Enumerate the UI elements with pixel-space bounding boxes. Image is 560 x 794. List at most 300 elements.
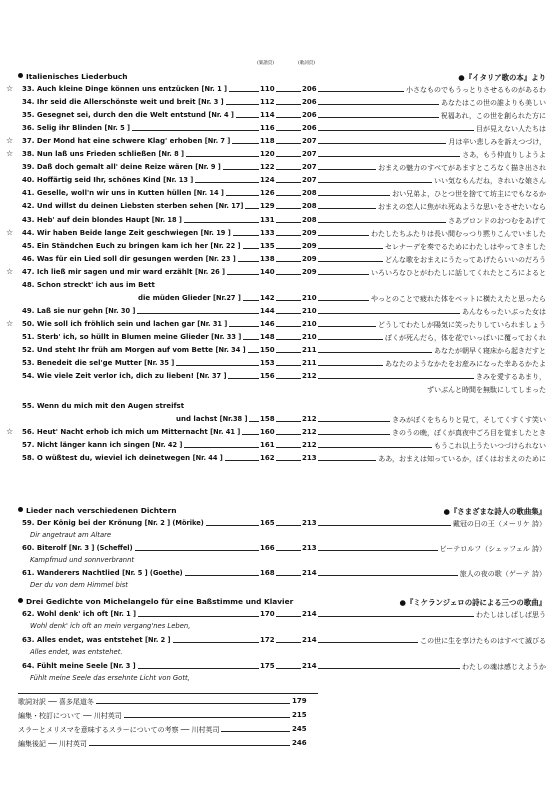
score-page-number: 129	[260, 202, 275, 211]
leader-line	[245, 208, 259, 209]
leader-line	[275, 313, 301, 314]
song-number-ref: [Nr. 4 ]	[208, 111, 234, 120]
leader-line	[236, 117, 259, 118]
song-title-text: 57. Nicht länger kann ich singen	[22, 441, 153, 450]
song-title	[22, 111, 236, 119]
japanese-title: ぼくが死んだら，体を花でいっぱいに覆っておくれ	[385, 333, 546, 342]
song-title-text: 60. Biterolf	[22, 544, 69, 552]
song-number-ref: [Nr. 17]	[215, 202, 244, 211]
song-title-text: 64. Fühlt meine Seele	[22, 662, 111, 670]
leader-line	[226, 195, 259, 196]
lyrics-page-number: 210	[302, 319, 317, 328]
leader-line	[275, 447, 301, 448]
section-title-ja: ●『イタリア歌の本』より	[458, 73, 546, 82]
song-title	[22, 333, 243, 341]
lyrics-page-number: 212	[302, 415, 317, 424]
leader-line	[275, 235, 301, 236]
leader-line	[275, 248, 301, 249]
song-title	[22, 202, 245, 210]
leader-line	[228, 378, 259, 379]
appendix-label: 編集後記 ── 川村英司	[18, 740, 87, 748]
song-number-ref: [Nr. 44 ]	[192, 454, 223, 463]
leader-line	[233, 235, 259, 236]
lyrics-page-number: 208	[302, 189, 317, 198]
leader-line	[275, 339, 301, 340]
score-page-number: 126	[260, 189, 275, 198]
section-michelangelo	[18, 597, 546, 609]
leader-line	[275, 274, 301, 275]
japanese-title: もうこれ以上うたいつづけられない	[434, 442, 546, 451]
japanese-title: どんな歌をおまえにうたってあげたらいいのだろう	[385, 255, 546, 264]
divider	[18, 693, 318, 694]
leader-line	[275, 421, 301, 422]
lyrics-page-number: 206	[302, 111, 317, 120]
score-page-number: 118	[260, 137, 275, 146]
leader-line	[275, 143, 301, 144]
score-page-number: 114	[260, 111, 275, 120]
song-title-text: 63. Alles endet, was entstehet	[22, 636, 145, 644]
leader-line	[184, 222, 259, 223]
song-title	[176, 415, 249, 423]
lyrics-page-number: 211	[302, 346, 317, 354]
song-title-text: 34. Ihr seid die Allerschönste weit und breit	[22, 98, 199, 107]
score-page-number: 138	[260, 254, 275, 263]
leader-line	[275, 365, 301, 366]
japanese-title: あなたが朝早く寝床から起きだすと	[434, 347, 546, 355]
lyrics-page-number: 211	[302, 359, 317, 368]
lyrics-page-number: 209	[302, 267, 317, 276]
japanese-title: 小さなものでもうっとりさせるものがあるわ	[406, 86, 546, 94]
song-title-text: 54. Wie viele Zeit verlor ich, dich zu lieben!	[22, 372, 197, 381]
toc-entry	[0, 372, 560, 385]
song-title-first-line: 48. Schon streckt' ich aus im Bett	[22, 280, 155, 289]
leader-line	[135, 550, 259, 551]
song-number-ref: [Nr. 2 ]	[144, 636, 171, 644]
section-title-ja: ●『さまざまな詩人の歌曲集』	[443, 507, 546, 516]
song-number-ref: [Nr. 8 ]	[158, 150, 184, 159]
lyrics-page-number: 208	[302, 215, 317, 224]
score-page-number: 120	[260, 150, 275, 159]
section-title: Drei Gedichte von Michelangelo für eine Baßstimme und Klavier	[26, 597, 294, 606]
leader-line	[275, 326, 301, 327]
leader-line	[275, 352, 301, 353]
song-number-ref: [Nr. 14 ]	[193, 189, 224, 198]
toc-entry	[0, 294, 560, 307]
poet-name: (Scheffel)	[94, 544, 133, 552]
japanese-title: ああ，おまえは知っているか，ぼくはおまえのために	[378, 455, 546, 464]
leader-line	[238, 261, 259, 262]
song-title	[22, 454, 225, 462]
song-title-text: 45. Ein Ständchen Euch zu bringen kam ich her	[22, 241, 211, 250]
song-number-ref: [Nr. 3 ]	[110, 662, 136, 670]
toc-entry	[0, 202, 560, 215]
song-number-ref: [Nr. 31 ]	[197, 319, 228, 328]
song-number-ref: [Nr.27 ]	[213, 293, 241, 302]
song-title	[22, 320, 229, 328]
song-title	[22, 544, 135, 552]
song-title-text: 61. Wanderers Nachtlied	[22, 569, 123, 577]
song-title	[22, 137, 232, 145]
star-icon: ☆	[6, 427, 14, 437]
score-page-number: 110	[260, 85, 275, 93]
leader-line	[249, 421, 259, 422]
score-page-number: 161	[260, 441, 275, 450]
song-title	[22, 176, 195, 184]
song-title	[22, 242, 243, 250]
leader-line	[275, 378, 301, 379]
japanese-title: 旅人の夜の歌（ゲーテ 詩）	[459, 570, 546, 578]
score-page-number: 131	[260, 215, 275, 224]
score-page-number: 112	[260, 98, 275, 107]
song-number-ref: [Nr. 5 ]	[122, 569, 148, 577]
lyrics-page-number: 207	[302, 150, 317, 159]
song-number-ref: [Nr. 3 ]	[198, 98, 224, 107]
leader-line	[186, 156, 259, 157]
song-title-text: 38. Nun laß uns Frieden schließen	[22, 150, 159, 159]
score-page-number: 142	[260, 293, 275, 302]
song-number-ref: [Nr. 41 ]	[210, 428, 241, 437]
column-header-score-page: (楽譜頁)	[257, 61, 275, 66]
score-page-number: 160	[260, 428, 275, 437]
lyrics-page-number: 206	[302, 85, 317, 93]
song-title-text: 33. Auch kleine Dinge können uns entzücken	[22, 85, 202, 93]
score-page-number: 148	[260, 332, 275, 341]
leader-line	[173, 642, 259, 643]
song-number-ref: [Nr. 34 ]	[215, 346, 246, 354]
score-page-number: 166	[260, 544, 275, 552]
leader-line	[195, 182, 259, 183]
song-title	[22, 346, 248, 354]
star-icon: ☆	[6, 266, 14, 276]
leader-line	[223, 169, 259, 170]
score-page-number: 168	[260, 569, 275, 577]
poet-name: (Goethe)	[147, 569, 183, 577]
song-number-ref: [Nr. 3 ]	[68, 544, 95, 552]
song-incipit: Fühlt meine Seele das ersehnte Licht von Gott,	[30, 674, 190, 682]
toc-entry	[0, 176, 560, 189]
song-title-text: 37. Der Mond hat eine schwere Klag' erhoben	[22, 137, 205, 146]
appendix-entry	[18, 711, 318, 724]
song-title-text: 51. Sterb' ich, so hüllt in Blumen meine Glieder	[22, 332, 212, 341]
japanese-title: いい気なもんだね，きれいな娘さん	[434, 177, 546, 186]
appendix-entry	[18, 739, 318, 752]
leader-line	[275, 261, 301, 262]
score-page-number: 124	[260, 176, 275, 185]
song-number-ref: [Nr. 37 ]	[196, 372, 227, 381]
score-page-number: 170	[260, 610, 275, 618]
japanese-title: わたしの魂は感じえようか	[462, 663, 546, 671]
japanese-title: おまえの魅力のすべてがあますところなく描き出され	[378, 164, 546, 173]
song-title-text: 58. O wüßtest du, wieviel ich deinetwegen	[22, 454, 193, 463]
song-title	[22, 428, 242, 436]
lyrics-page-number: 213	[302, 454, 317, 463]
song-title	[22, 372, 228, 380]
lyrics-page-number: 214	[302, 610, 317, 618]
song-title	[22, 85, 229, 93]
toc-entry	[0, 346, 560, 359]
section-title-ja: ●『ミケランジェロの詩による三つの歌曲』	[399, 598, 546, 607]
toc-entry	[0, 229, 560, 242]
lyrics-page-number: 206	[302, 124, 317, 133]
japanese-title: きのうの晩，ぼくが真夜中ごろ目を覚ましたとき	[392, 429, 546, 438]
song-title-text: und lachst	[176, 415, 220, 424]
score-page-number: 153	[260, 359, 275, 368]
song-number-ref: [Nr. 1 ]	[110, 610, 137, 618]
leader-line	[275, 117, 301, 118]
song-incipit: Wohl denk' ich oft an mein vergang'nes Leben,	[30, 622, 191, 630]
leader-line	[275, 182, 301, 183]
bullet-icon	[18, 507, 23, 512]
lyrics-page-number: 213	[302, 544, 317, 552]
song-title-text: 39. Daß doch gemalt all' deine Reize wären	[22, 163, 196, 172]
song-title	[22, 216, 184, 224]
star-icon: ☆	[6, 318, 14, 328]
poet-name: (Mörike)	[170, 519, 204, 527]
japanese-title: あなたのようなかたをお産みになった幸あるかたよ	[385, 360, 546, 369]
lyrics-page-number: 206	[302, 98, 317, 107]
score-page-number: 140	[260, 267, 275, 276]
japanese-title: 月は辛い悲しみを訴えつづけ，	[448, 138, 546, 147]
song-title-first-line: 55. Wenn du mich mit den Augen streifst	[22, 402, 185, 411]
toc-entry	[0, 268, 560, 281]
appendix-label: スラーとメリスマを意味するスラーについての考察 ── 川村英司	[18, 726, 220, 734]
japanese-title: わたしたちふたりは長い間むっつり黙りこんでいました	[371, 229, 546, 238]
leader-line	[275, 195, 301, 196]
song-number-ref: [Nr. 7 ]	[204, 137, 231, 146]
toc-entry	[0, 150, 560, 163]
lyrics-page-number: 212	[302, 372, 317, 381]
score-page-number: 158	[260, 415, 275, 424]
lyrics-page-number: 212	[302, 428, 317, 437]
leader-line	[138, 668, 259, 669]
japanese-title: きみを愛するあまり，	[476, 373, 546, 382]
song-title	[22, 662, 138, 670]
leader-line	[275, 208, 301, 209]
japanese-title: おい兄弟よ，ひとつ世を捨てて坊主にでもなるか	[392, 190, 546, 199]
score-page-number: 150	[260, 346, 275, 354]
lyrics-page-number: 212	[302, 441, 317, 450]
song-title-text: 35. Gesegnet sei, durch den die Welt entstund	[22, 111, 209, 120]
toc-entry	[0, 111, 560, 124]
leader-line	[275, 156, 301, 157]
section-title: Lieder nach verschiedenen Dichtern	[26, 506, 177, 515]
leader-line	[275, 525, 301, 526]
toc-entry	[0, 189, 560, 202]
song-title-text: 43. Heb' auf dein blondes Haupt	[22, 215, 152, 224]
japanese-title: 目が見えない人たちは	[476, 125, 546, 134]
leader-line	[248, 352, 259, 353]
lyrics-page-number: 214	[302, 636, 317, 644]
leader-line	[243, 248, 259, 249]
song-number-ref: [Nr. 13 ]	[163, 176, 194, 185]
song-incipit: Kampfmud und sonnverbrannt	[30, 556, 135, 564]
song-title-text: 44. Wir haben Beide lange Zeit geschwiegen	[22, 228, 201, 237]
song-title-text: die müden Glieder	[138, 293, 213, 302]
lyrics-page-number: 207	[302, 176, 317, 185]
toc-entry	[0, 333, 560, 346]
leader-line	[243, 339, 259, 340]
song-number-ref: [Nr. 35 ]	[144, 359, 175, 368]
leader-line	[275, 91, 301, 92]
song-title-text: 56. Heut' Nacht erhob ich mich um Mitternacht	[22, 428, 211, 437]
song-incipit: Der du von dem Himmel bist	[30, 581, 128, 589]
song-number-ref: [Nr. 18 ]	[151, 215, 182, 224]
song-incipit: Dir angetraut am Altare	[30, 531, 112, 539]
song-title-text: 62. Wohl denk' ich oft	[22, 610, 111, 618]
appendix-label: 編集・校訂について ── 川村英司	[18, 712, 122, 720]
japanese-title: この世に生を享けたものはすべて滅びる	[420, 637, 546, 645]
toc-entry	[0, 98, 560, 111]
toc-entry	[0, 320, 560, 333]
song-number-ref: [Nr. 22 ]	[210, 241, 241, 250]
japanese-title: 祝福あれ，この世を創られた方に	[440, 112, 546, 121]
lyrics-page-number: 209	[302, 254, 317, 263]
score-page-number: 122	[260, 163, 275, 172]
leader-line	[206, 525, 259, 526]
lyrics-page-number: 209	[302, 228, 317, 237]
leader-line	[232, 143, 259, 144]
toc-entry	[0, 85, 560, 98]
score-page-number: 116	[260, 124, 275, 133]
lyrics-page-number: 210	[302, 293, 317, 302]
leader-line	[275, 169, 301, 170]
japanese-title: おまえの恋人に焦がれ死ぬような思いをさせたいなら	[378, 203, 546, 212]
leader-line	[176, 365, 259, 366]
column-header-lyrics-page: (歌詞頁)	[298, 61, 316, 66]
japanese-title: さあブロンドのおつむをあげて	[448, 216, 546, 225]
appendix-label: 歌詞対訳 ── 喜多尾道冬	[18, 698, 94, 706]
appendix-page-number: 245	[292, 725, 307, 733]
star-icon: ☆	[6, 149, 14, 159]
song-title	[22, 359, 176, 367]
leader-line	[275, 460, 301, 461]
song-title	[22, 189, 226, 197]
appendix-page-number: 246	[292, 739, 307, 747]
song-title	[22, 519, 206, 527]
leader-line	[132, 130, 259, 131]
song-title	[22, 636, 173, 644]
leader-line	[275, 104, 301, 105]
leader-line	[242, 434, 259, 435]
song-title-text: 47. Ich ließ mir sagen und mir ward erzählt	[22, 267, 195, 276]
lyrics-page-number: 210	[302, 332, 317, 341]
star-icon: ☆	[6, 136, 14, 146]
song-number-ref: [Nr. 42 ]	[152, 441, 183, 450]
star-icon: ☆	[6, 227, 14, 237]
section-verschiedene-dichter	[18, 506, 546, 518]
bullet-icon	[18, 73, 23, 78]
lyrics-page-number: 214	[302, 569, 317, 577]
song-title-text: 42. Und willst du deinen Liebsten sterben sehen	[22, 202, 216, 211]
leader-line	[184, 447, 259, 448]
leader-line	[225, 460, 259, 461]
song-title	[22, 98, 226, 106]
song-title-text: 49. Laß sie nur gehn	[22, 306, 106, 315]
leader-line	[243, 300, 259, 301]
lyrics-page-number: 210	[302, 306, 317, 315]
japanese-title: ビーテロルフ（シェッフェル 詩）	[439, 545, 546, 553]
japanese-title: さあ，もう仲直りしようよ	[462, 151, 546, 160]
song-number-ref: [Nr. 19 ]	[200, 228, 231, 237]
japanese-title: きみがぼくをちらりと見て，そしてくすくす笑い	[392, 416, 546, 425]
score-page-number: 172	[260, 636, 275, 644]
section-italienisches-liederbuch	[18, 72, 546, 84]
score-page-number: 135	[260, 241, 275, 250]
song-title-text: 53. Benedeit die sel'ge Mutter	[22, 359, 145, 368]
song-title	[22, 441, 184, 449]
japanese-title: 戴冠の日の王（メーリケ 詩）	[452, 520, 546, 528]
song-number-ref: [Nr. 26 ]	[194, 267, 226, 276]
score-page-number: 156	[260, 372, 275, 381]
score-page-number: 133	[260, 228, 275, 237]
song-title-text: 50. Wie soll ich fröhlich sein und lachen gar	[22, 319, 198, 328]
leader-line	[227, 274, 259, 275]
score-page-number: 162	[260, 454, 275, 463]
leader-line	[138, 616, 259, 617]
score-page-number: 175	[260, 662, 275, 670]
section-title: Italienisches Liederbuch	[26, 72, 128, 81]
toc-entry	[0, 441, 560, 454]
toc-entry	[0, 124, 560, 137]
japanese-title: あなたはこの世の誰よりも美しい	[441, 99, 546, 108]
appendix-page-number: 179	[292, 697, 307, 705]
appendix-page-number: 215	[292, 711, 307, 719]
lyrics-page-number: 209	[302, 241, 317, 250]
leader-line	[229, 91, 259, 92]
leader-line	[275, 616, 301, 617]
japanese-title: セレナーデを奏でるためにわたしはやってきました	[385, 242, 546, 251]
song-title	[22, 229, 233, 237]
song-number-ref: [Nr.38 ]	[219, 415, 248, 424]
song-number-ref: [Nr. 23 ]	[205, 254, 236, 263]
toc-entry	[0, 415, 560, 428]
leader-line	[275, 575, 301, 576]
song-title	[22, 610, 138, 618]
japanese-title: わたしはしばしば思う	[476, 611, 546, 619]
lyrics-page-number: 207	[302, 163, 317, 172]
leader-line	[185, 575, 259, 576]
song-title	[22, 150, 186, 158]
leader-line	[275, 130, 301, 131]
leader-line	[275, 642, 301, 643]
song-title	[22, 163, 223, 171]
lyrics-page-number: 214	[302, 662, 317, 670]
toc-entry	[0, 216, 560, 229]
song-title-text: 46. Was für ein Lied soll dir gesungen werden	[22, 254, 206, 263]
song-title-text: 59. Der König bei der Krönung	[22, 519, 145, 527]
song-title	[22, 569, 185, 577]
leader-line	[275, 434, 301, 435]
leader-line	[137, 313, 259, 314]
toc-entry	[0, 454, 560, 467]
toc-entry	[0, 307, 560, 320]
song-title-text: 52. Und steht Ihr früh am Morgen auf vom Bette	[22, 346, 216, 354]
song-title	[138, 294, 243, 302]
song-incipit: Alles endet, was entstehet.	[30, 648, 123, 656]
song-title	[22, 307, 137, 315]
song-title-text: 36. Selig ihr Blinden	[22, 124, 105, 133]
japanese-title: どうしてわたしが陽気に笑ったりしていられましょう	[378, 320, 546, 329]
toc-entry	[0, 428, 560, 441]
song-number-ref: [Nr. 9 ]	[195, 163, 221, 172]
lyrics-page-number: 213	[302, 519, 317, 527]
song-title	[22, 268, 227, 276]
japanese-title: いろいろなひとがわたしに話してくれたところによると	[371, 268, 546, 277]
toc-entry	[0, 163, 560, 176]
toc-entry	[0, 359, 560, 372]
song-title-text: 40. Hoffärtig seid Ihr, schönes Kind	[22, 176, 164, 185]
leader-line	[275, 222, 301, 223]
